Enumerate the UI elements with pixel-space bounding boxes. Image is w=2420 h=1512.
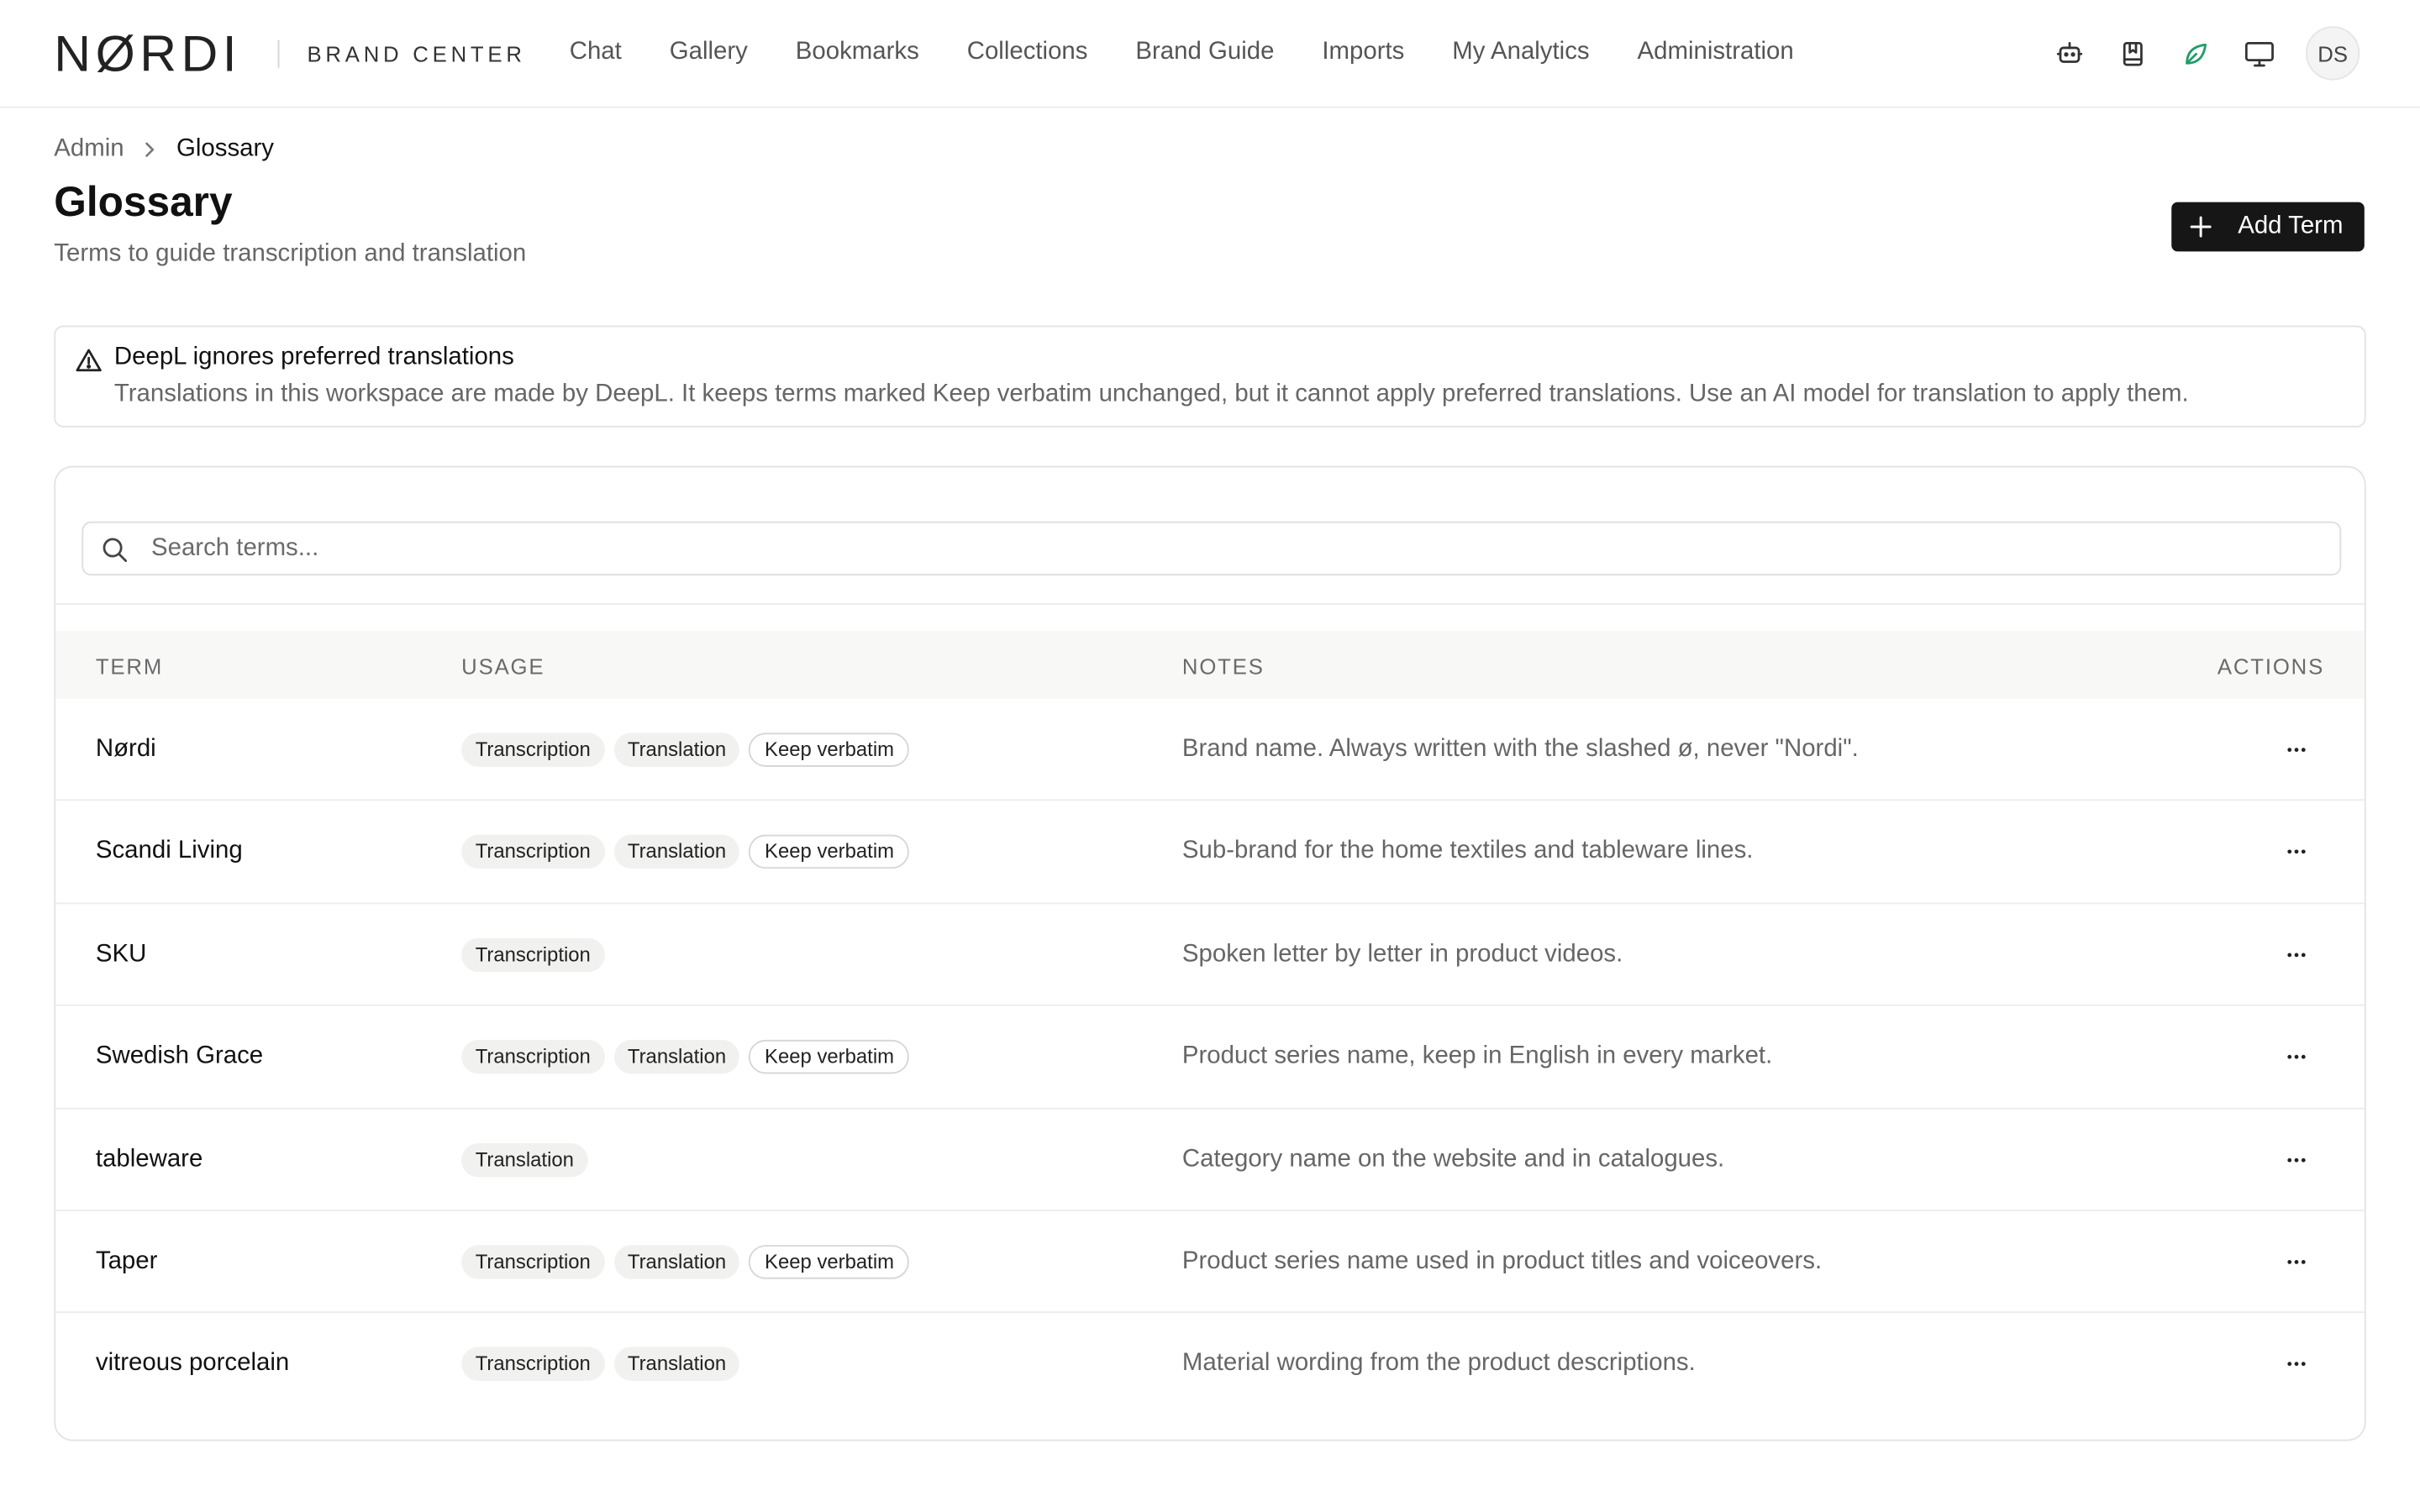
notes-cell: Spoken letter by letter in product videos. [1181,940,1623,968]
term-cell: vitreous porcelain [95,1350,290,1377]
usage-tag: Keep verbatim [750,732,910,766]
term-cell: Scandi Living [95,838,243,865]
more-horizontal-icon [2284,942,2308,967]
table-row [55,1314,2365,1416]
deepl-alert [54,326,2365,428]
usage-tag: Keep verbatim [750,835,910,869]
term-cell: Taper [95,1247,158,1275]
breadcrumb-current: Glossary [176,135,274,162]
usage-cell [461,1040,918,1074]
column-header-notes: NOTES [1181,654,1265,680]
column-header-usage: USAGE [461,654,545,680]
row-actions-button[interactable] [2278,936,2315,973]
brand-center-label: BRAND CENTER [307,41,526,66]
usage-cell [461,732,918,766]
usage-tag: Translation [613,1040,739,1074]
row-actions-button[interactable] [2278,834,2315,871]
breadcrumb-admin-link[interactable]: Admin [54,135,124,162]
add-term-button[interactable] [2171,202,2365,252]
bookmark-book-icon[interactable] [2116,36,2149,70]
add-term-label: Add Term [2238,213,2344,239]
term-cell: Nørdi [95,736,156,763]
more-horizontal-icon [2284,1352,2308,1377]
card-divider [55,603,2365,605]
usage-tag: Keep verbatim [750,1040,910,1074]
bot-icon[interactable] [2053,36,2086,70]
usage-tag: Transcription [461,835,604,869]
row-actions-button[interactable] [2278,1243,2315,1280]
table-row [55,1109,2365,1211]
alert-title: DeepL ignores preferred translations [113,344,514,370]
search-box [82,522,2341,575]
nav-item-my-analytics[interactable]: My Analytics [1452,38,1590,66]
column-header-actions: ACTIONS [2217,654,2325,680]
column-header-term[interactable]: TERM [95,654,164,680]
logo-divider [278,40,280,68]
breadcrumb [54,136,274,164]
monitor-icon[interactable] [2243,36,2276,70]
usage-tag: Transcription [461,937,604,971]
more-horizontal-icon [2284,1045,2308,1069]
usage-tag: Translation [613,835,739,869]
notes-cell: Product series name, keep in English in every market. [1181,1042,1773,1070]
table-body [55,699,2365,1416]
nav-item-imports[interactable]: Imports [1322,38,1405,66]
notes-cell: Product series name used in product titles and voiceovers. [1181,1247,1823,1275]
row-actions-button[interactable] [2278,1038,2315,1075]
usage-tag: Translation [613,1347,739,1381]
usage-tag: Transcription [461,732,604,766]
page-title: Glossary [54,179,233,226]
usage-tag: Translation [461,1142,587,1176]
table-row [55,904,2365,1006]
table-row [55,1211,2365,1314]
term-cell: tableware [95,1145,203,1173]
usage-cell [461,1245,918,1278]
row-actions-button[interactable] [2278,732,2315,769]
more-horizontal-icon [2284,1250,2308,1274]
notes-cell: Sub-brand for the home textiles and tableware lines. [1181,838,1754,865]
search-input[interactable] [151,524,2312,572]
usage-tag: Transcription [461,1040,604,1074]
nordi-logo[interactable] [54,29,255,76]
warning-triangle-icon [76,347,102,373]
more-horizontal-icon [2284,1147,2308,1172]
notes-cell: Category name on the website and in catalogues. [1181,1145,1725,1173]
notes-cell: Material wording from the product descriptions. [1181,1350,1696,1377]
top-bar [0,0,2420,108]
usage-tag: Translation [613,1245,739,1278]
nav-item-chat[interactable]: Chat [569,38,622,66]
nav-item-collections[interactable]: Collections [966,38,1088,66]
nav-item-bookmarks[interactable]: Bookmarks [795,38,919,66]
top-icons [2053,26,2360,80]
usage-tag: Transcription [461,1347,604,1381]
usage-tag: Keep verbatim [750,1245,910,1278]
usage-cell [461,1142,597,1176]
table-row [55,699,2365,801]
glossary-card [54,466,2365,1441]
usage-tag: Translation [613,732,739,766]
usage-cell [461,937,613,971]
term-cell: Swedish Grace [95,1042,264,1070]
table-row [55,1006,2365,1109]
search-icon [102,537,128,563]
row-actions-button[interactable] [2278,1141,2315,1178]
more-horizontal-icon [2284,738,2308,762]
nav-item-administration[interactable]: Administration [1637,38,1794,66]
user-avatar[interactable]: DS [2306,26,2360,80]
usage-cell [461,835,918,869]
table-header [55,631,2365,699]
leaf-icon[interactable] [2179,36,2212,70]
notes-cell: Brand name. Always written with the slashed ø, never "Nordi". [1181,736,1859,763]
chevron-right-icon [139,139,161,160]
main-nav [570,39,1842,66]
nav-item-gallery[interactable]: Gallery [669,38,748,66]
plus-icon [2190,216,2212,238]
usage-tag: Transcription [461,1245,604,1278]
nav-item-brand-guide[interactable]: Brand Guide [1135,38,1275,66]
usage-cell [461,1347,750,1381]
alert-text: Translations in this workspace are made by DeepL. It keeps terms marked Keep verbatim unchanged, but it cannot apply preferred translations. Use an AI model for translation to apply them. [113,381,2189,407]
row-actions-button[interactable] [2278,1346,2315,1383]
page-subtitle: Terms to guide transcription and translation [54,240,527,267]
logo-text: NØRDI [54,29,242,76]
more-horizontal-icon [2284,840,2308,864]
term-cell: SKU [95,940,147,968]
table-row [55,801,2365,904]
